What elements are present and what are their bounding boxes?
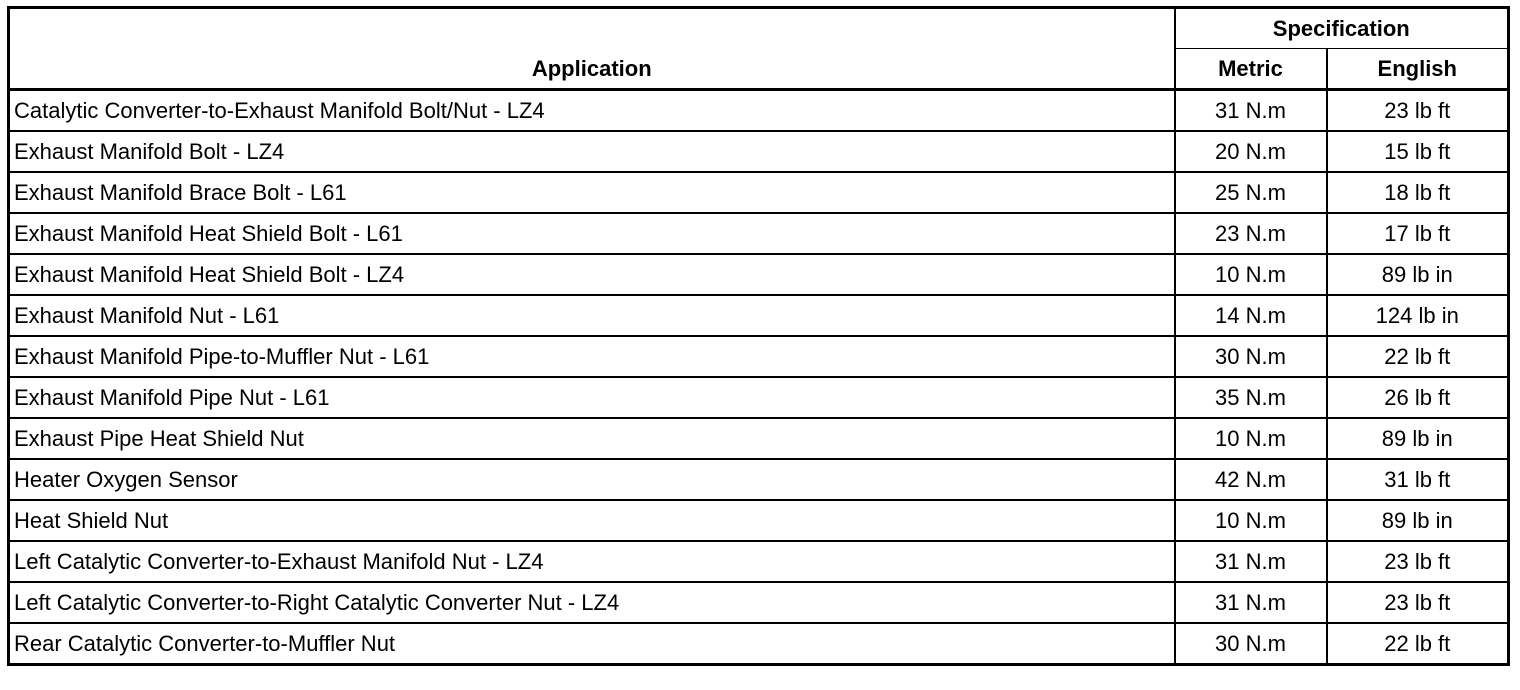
- english-cell: 17 lb ft: [1327, 213, 1509, 254]
- table-row: [9, 623, 1509, 665]
- metric-cell: 31 N.m: [1175, 90, 1327, 132]
- english-cell: 31 lb ft: [1327, 459, 1509, 500]
- table-row: [9, 459, 1509, 500]
- application-cell: Exhaust Manifold Bolt - LZ4: [9, 131, 1175, 172]
- english-cell: 89 lb in: [1327, 500, 1509, 541]
- table-row: [9, 336, 1509, 377]
- metric-cell: 20 N.m: [1175, 131, 1327, 172]
- metric-cell: 30 N.m: [1175, 336, 1327, 377]
- application-cell: Exhaust Manifold Heat Shield Bolt - LZ4: [9, 254, 1175, 295]
- table-row: [9, 418, 1509, 459]
- table-row: [9, 254, 1509, 295]
- english-column-header: English: [1327, 49, 1509, 90]
- application-cell: Exhaust Manifold Nut - L61: [9, 295, 1175, 336]
- application-cell: Rear Catalytic Converter-to-Muffler Nut: [9, 623, 1175, 665]
- application-column-header: Application: [9, 8, 1175, 90]
- english-cell: 89 lb in: [1327, 254, 1509, 295]
- metric-column-header: Metric: [1175, 49, 1327, 90]
- application-cell: Catalytic Converter-to-Exhaust Manifold Bolt/Nut - LZ4: [9, 90, 1175, 132]
- table-row: [9, 295, 1509, 336]
- english-cell: 124 lb in: [1327, 295, 1509, 336]
- english-cell: 89 lb in: [1327, 418, 1509, 459]
- english-cell: 23 lb ft: [1327, 90, 1509, 132]
- application-cell: Left Catalytic Converter-to-Right Catalytic Converter Nut - LZ4: [9, 582, 1175, 623]
- table-row: [9, 131, 1509, 172]
- table-body: [9, 90, 1509, 665]
- application-cell: Exhaust Pipe Heat Shield Nut: [9, 418, 1175, 459]
- application-cell: Left Catalytic Converter-to-Exhaust Manifold Nut - LZ4: [9, 541, 1175, 582]
- english-cell: 23 lb ft: [1327, 541, 1509, 582]
- metric-cell: 25 N.m: [1175, 172, 1327, 213]
- metric-cell: 10 N.m: [1175, 500, 1327, 541]
- metric-cell: 30 N.m: [1175, 623, 1327, 665]
- table-row: [9, 172, 1509, 213]
- application-cell: Heat Shield Nut: [9, 500, 1175, 541]
- english-cell: 26 lb ft: [1327, 377, 1509, 418]
- metric-cell: 35 N.m: [1175, 377, 1327, 418]
- metric-cell: 14 N.m: [1175, 295, 1327, 336]
- metric-cell: 42 N.m: [1175, 459, 1327, 500]
- table-row: [9, 213, 1509, 254]
- english-cell: 22 lb ft: [1327, 623, 1509, 665]
- application-cell: Exhaust Manifold Pipe Nut - L61: [9, 377, 1175, 418]
- table-header: [9, 8, 1509, 90]
- application-cell: Exhaust Manifold Heat Shield Bolt - L61: [9, 213, 1175, 254]
- table-row: [9, 541, 1509, 582]
- specification-column-header: Specification: [1175, 8, 1509, 49]
- table-row: [9, 377, 1509, 418]
- english-cell: 15 lb ft: [1327, 131, 1509, 172]
- application-cell: Heater Oxygen Sensor: [9, 459, 1175, 500]
- application-cell: Exhaust Manifold Pipe-to-Muffler Nut - L61: [9, 336, 1175, 377]
- english-cell: 18 lb ft: [1327, 172, 1509, 213]
- table-row: [9, 582, 1509, 623]
- metric-cell: 31 N.m: [1175, 541, 1327, 582]
- table-row: [9, 90, 1509, 132]
- metric-cell: 31 N.m: [1175, 582, 1327, 623]
- metric-cell: 23 N.m: [1175, 213, 1327, 254]
- english-cell: 22 lb ft: [1327, 336, 1509, 377]
- table-row: [9, 500, 1509, 541]
- metric-cell: 10 N.m: [1175, 418, 1327, 459]
- english-cell: 23 lb ft: [1327, 582, 1509, 623]
- fastener-specification-table: [7, 6, 1510, 666]
- metric-cell: 10 N.m: [1175, 254, 1327, 295]
- application-cell: Exhaust Manifold Brace Bolt - L61: [9, 172, 1175, 213]
